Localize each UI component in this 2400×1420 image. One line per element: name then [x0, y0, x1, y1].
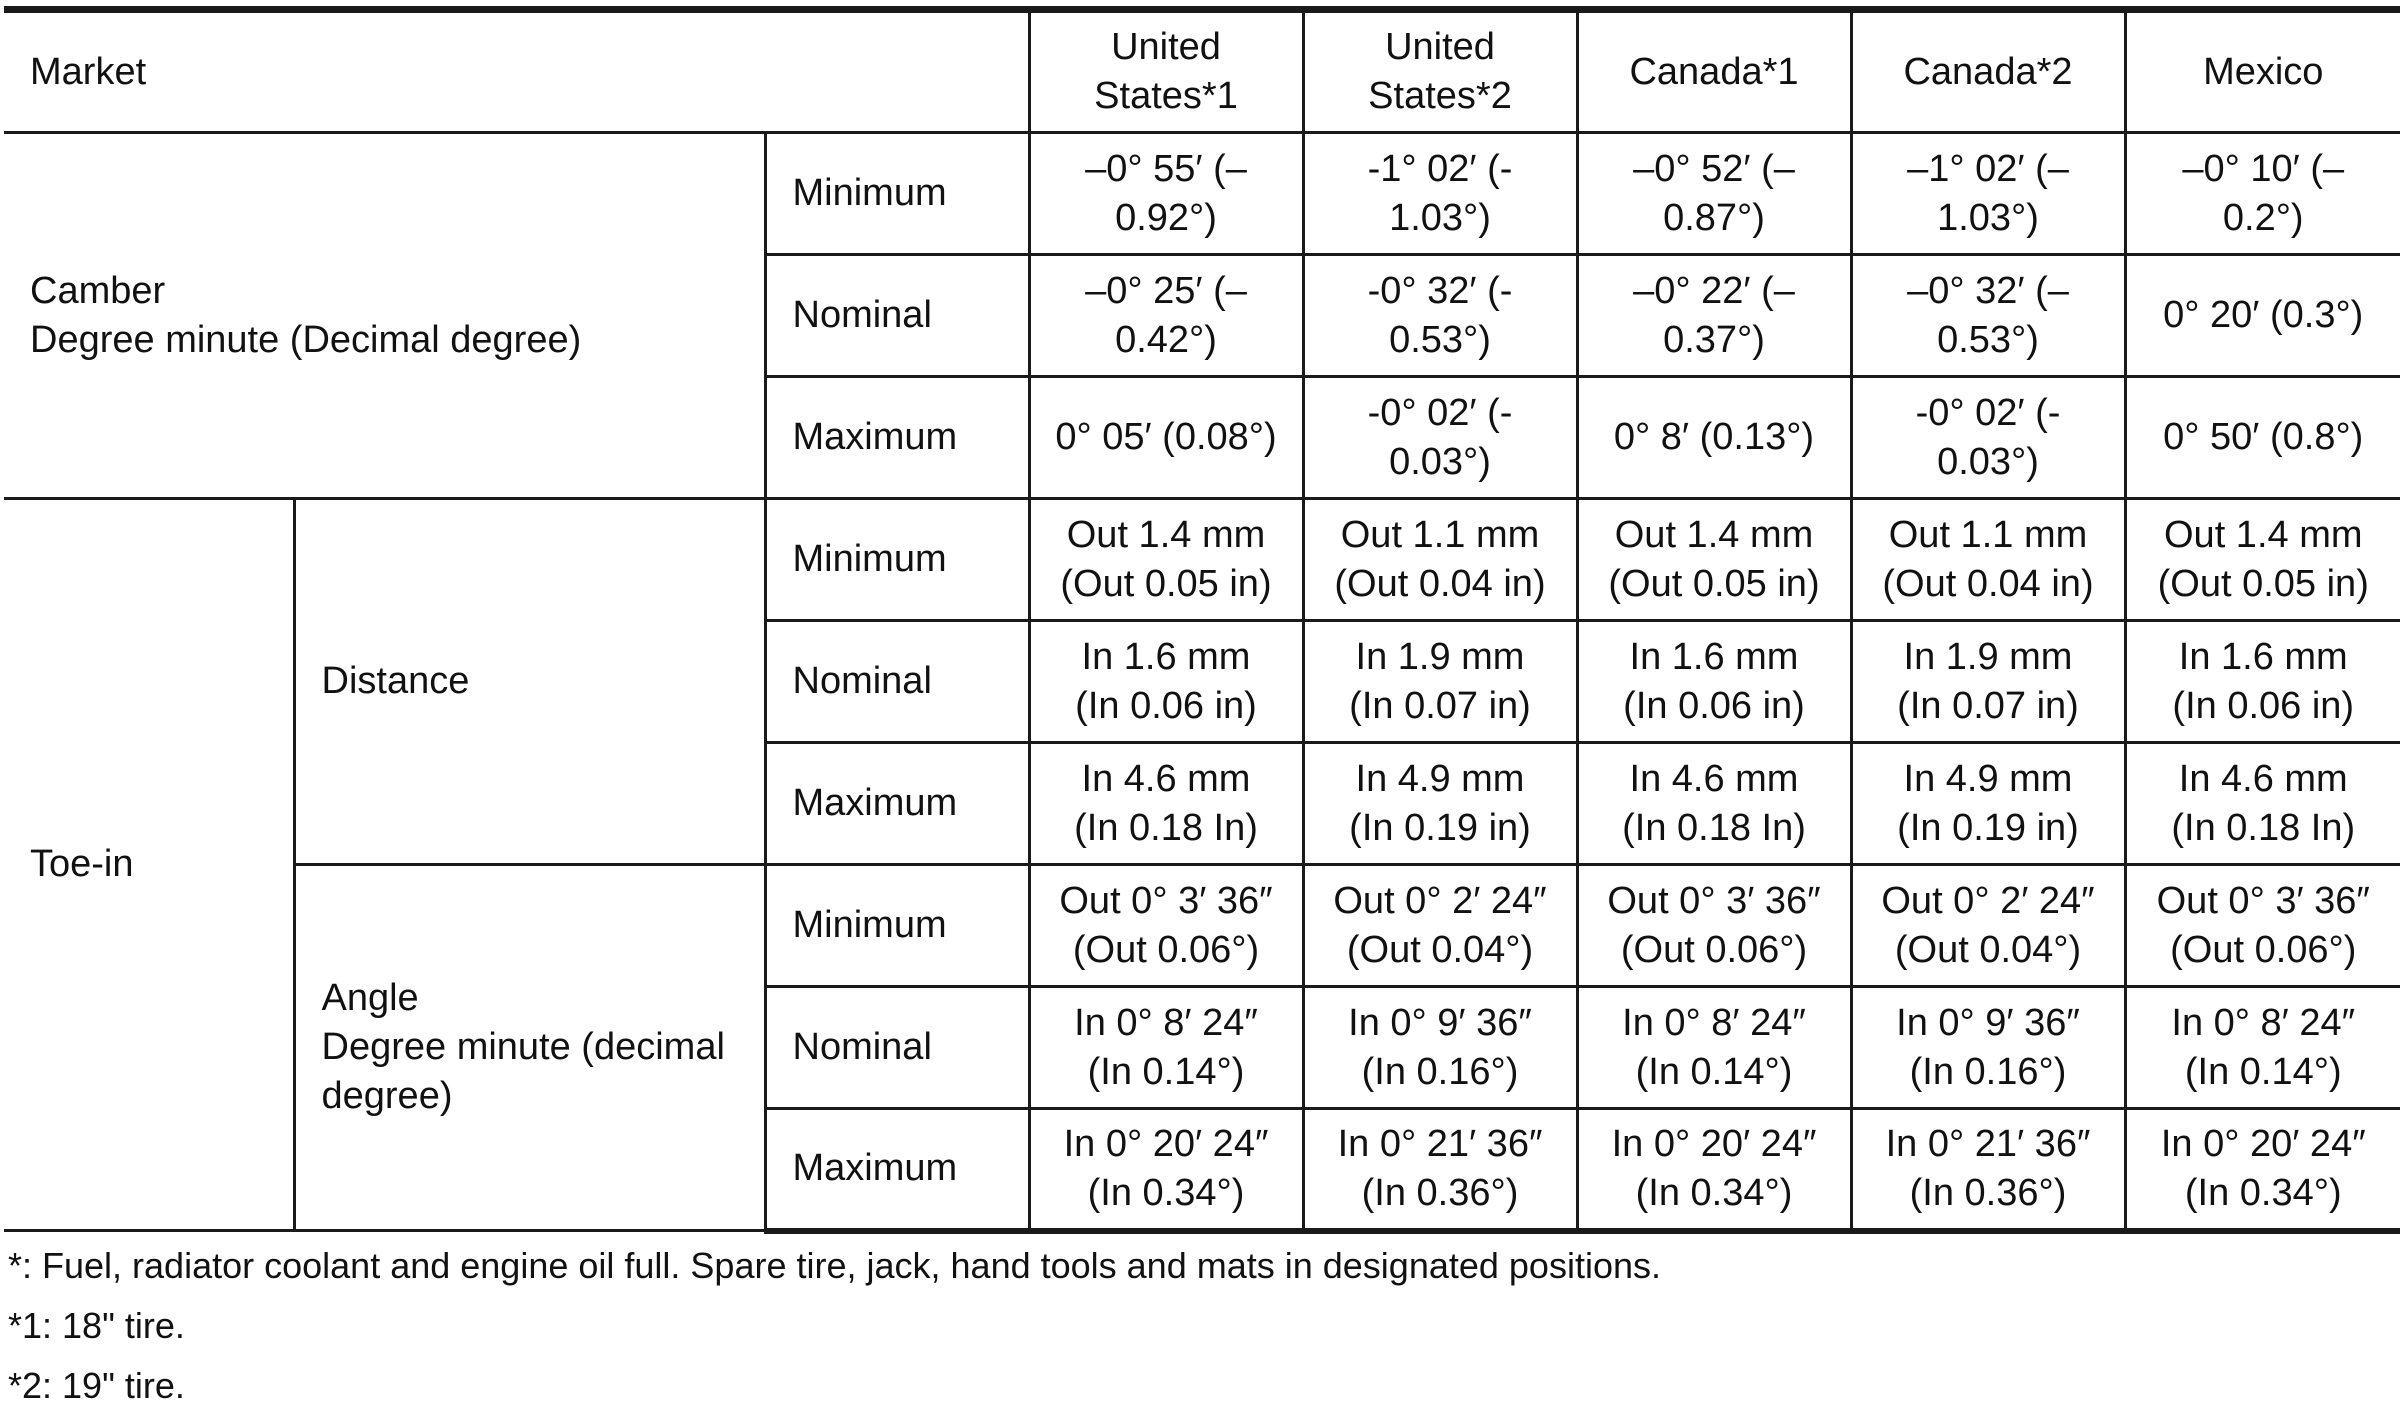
table-cell: –1° 02′ (– 1.03°): [1851, 133, 2125, 255]
table-cell: In 0° 9′ 36″ (In 0.16°): [1303, 987, 1577, 1109]
toe-angle-minimum-row: [4, 865, 2400, 987]
row-label: Nominal: [765, 987, 1029, 1109]
wheel-alignment-spec-table: [4, 6, 2400, 1234]
footnote-19-inch-tire: *2: 19" tire.: [8, 1365, 185, 1406]
distance-label: Distance: [294, 499, 765, 865]
table-cell: In 0° 20′ 24″ (In 0.34°): [2125, 1109, 2400, 1231]
row-label: Nominal: [765, 255, 1029, 377]
table-cell: In 4.9 mm (In 0.19 in): [1851, 743, 2125, 865]
column-header-united-states-1: United States*1: [1029, 10, 1303, 133]
row-label: Maximum: [765, 377, 1029, 499]
table-cell: Out 1.4 mm (Out 0.05 in): [1577, 499, 1851, 621]
table-cell: 0° 8′ (0.13°): [1577, 377, 1851, 499]
table-cell: In 0° 20′ 24″ (In 0.34°): [1577, 1109, 1851, 1231]
table-cell: In 0° 8′ 24″ (In 0.14°): [2125, 987, 2400, 1109]
table-cell: In 0° 8′ 24″ (In 0.14°): [1577, 987, 1851, 1109]
table-cell: –0° 25′ (– 0.42°): [1029, 255, 1303, 377]
table-cell: In 1.9 mm (In 0.07 in): [1851, 621, 2125, 743]
table-cell: In 0° 21′ 36″ (In 0.36°): [1851, 1109, 2125, 1231]
table-cell: In 4.9 mm (In 0.19 in): [1303, 743, 1577, 865]
column-header-united-states-2: United States*2: [1303, 10, 1577, 133]
camber-minimum-row: [4, 133, 2400, 255]
table-cell: Out 0° 2′ 24″ (Out 0.04°): [1303, 865, 1577, 987]
table-cell: -0° 02′ (- 0.03°): [1851, 377, 2125, 499]
table-cell: In 1.6 mm (In 0.06 in): [2125, 621, 2400, 743]
table-cell: Out 1.1 mm (Out 0.04 in): [1303, 499, 1577, 621]
table-cell: -0° 32′ (- 0.53°): [1303, 255, 1577, 377]
table-cell: –0° 52′ (– 0.87°): [1577, 133, 1851, 255]
row-label: Minimum: [765, 133, 1029, 255]
toe-in-label: Toe-in: [4, 499, 294, 1231]
table-cell: 0° 50′ (0.8°): [2125, 377, 2400, 499]
row-label: Maximum: [765, 743, 1029, 865]
footnote-18-inch-tire: *1: 18" tire.: [8, 1305, 185, 1346]
table-cell: Out 0° 3′ 36″ (Out 0.06°): [2125, 865, 2400, 987]
header-row: [4, 10, 2400, 133]
table-cell: Out 1.4 mm (Out 0.05 in): [2125, 499, 2400, 621]
row-label: Minimum: [765, 865, 1029, 987]
column-header-canada-1: Canada*1: [1577, 10, 1851, 133]
angle-label: Angle Degree minute (decimal degree): [294, 865, 765, 1231]
table-cell: In 4.6 mm (In 0.18 In): [1577, 743, 1851, 865]
table-cell: In 4.6 mm (In 0.18 In): [2125, 743, 2400, 865]
table-cell: In 0° 8′ 24″ (In 0.14°): [1029, 987, 1303, 1109]
toe-distance-minimum-row: [4, 499, 2400, 621]
table-cell: –0° 10′ (– 0.2°): [2125, 133, 2400, 255]
table-cell: In 1.6 mm (In 0.06 in): [1029, 621, 1303, 743]
table-cell: 0° 05′ (0.08°): [1029, 377, 1303, 499]
table-cell: Out 1.1 mm (Out 0.04 in): [1851, 499, 2125, 621]
table-cell: Out 0° 3′ 36″ (Out 0.06°): [1029, 865, 1303, 987]
table-cell: In 4.6 mm (In 0.18 In): [1029, 743, 1303, 865]
row-label: Minimum: [765, 499, 1029, 621]
table-cell: In 0° 21′ 36″ (In 0.36°): [1303, 1109, 1577, 1231]
market-header: Market: [4, 10, 1029, 133]
camber-label: Camber Degree minute (Decimal degree): [4, 133, 765, 499]
row-label: Maximum: [765, 1109, 1029, 1231]
row-label: Nominal: [765, 621, 1029, 743]
table-cell: –0° 22′ (– 0.37°): [1577, 255, 1851, 377]
table-cell: Out 0° 3′ 36″ (Out 0.06°): [1577, 865, 1851, 987]
table-cell: In 1.6 mm (In 0.06 in): [1577, 621, 1851, 743]
table-cell: –0° 32′ (– 0.53°): [1851, 255, 2125, 377]
table-cell: -0° 02′ (- 0.03°): [1303, 377, 1577, 499]
table-cell: In 0° 9′ 36″ (In 0.16°): [1851, 987, 2125, 1109]
footnotes: [8, 1236, 1661, 1416]
table-cell: –0° 55′ (– 0.92°): [1029, 133, 1303, 255]
column-header-mexico: Mexico: [2125, 10, 2400, 133]
table-cell: Out 1.4 mm (Out 0.05 in): [1029, 499, 1303, 621]
column-header-canada-2: Canada*2: [1851, 10, 2125, 133]
table-cell: In 1.9 mm (In 0.07 in): [1303, 621, 1577, 743]
footnote-general: *: Fuel, radiator coolant and engine oil full. Spare tire, jack, hand tools and mats in designated positions.: [8, 1245, 1661, 1286]
table-cell: In 0° 20′ 24″ (In 0.34°): [1029, 1109, 1303, 1231]
table-cell: 0° 20′ (0.3°): [2125, 255, 2400, 377]
table-cell: Out 0° 2′ 24″ (Out 0.04°): [1851, 865, 2125, 987]
table-cell: -1° 02′ (- 1.03°): [1303, 133, 1577, 255]
